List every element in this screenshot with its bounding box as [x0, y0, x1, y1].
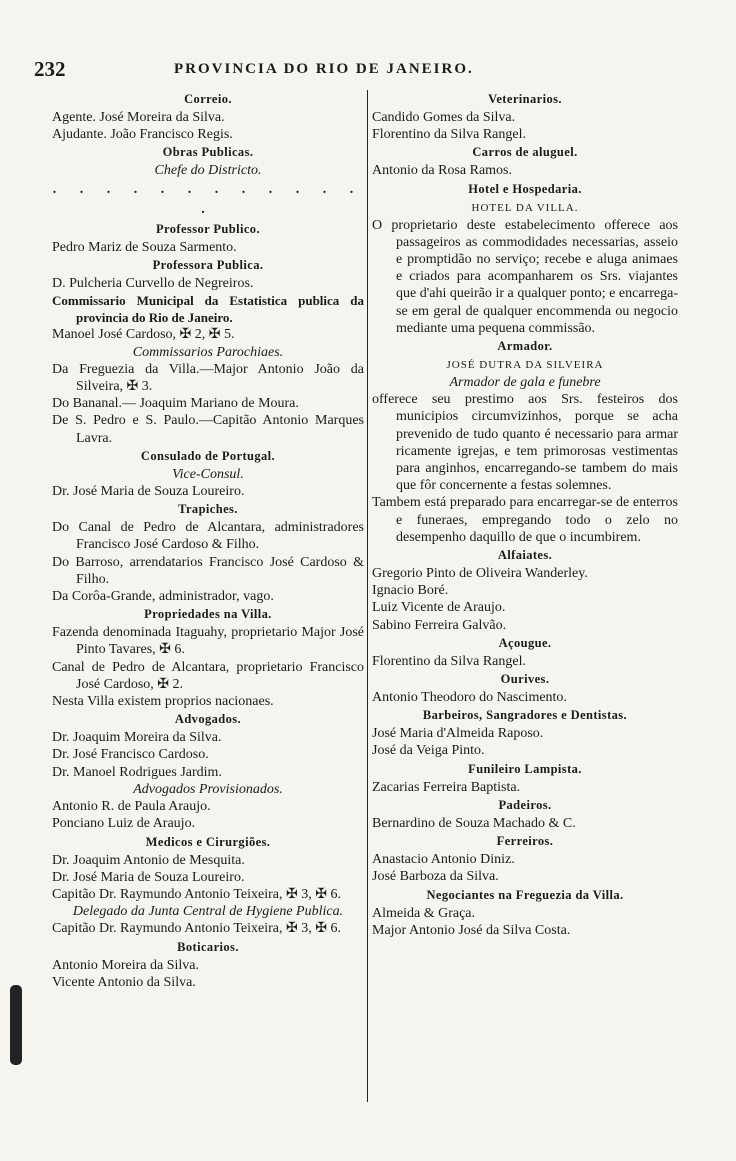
entry-line: Dr. José Maria de Souza Loureiro. [52, 869, 245, 885]
running-head: PROVINCIA DO RIO DE JANEIRO. [174, 61, 474, 77]
section-heading: Barbeiros, Sangradores e Dentistas. [422, 708, 628, 723]
subsection-heading: Delegado da Junta Central de Hygiene Publica. [72, 904, 344, 920]
entry-line: Dr. Joaquim Antonio de Mesquita. [52, 852, 245, 868]
entry-line: Pedro Mariz de Souza Sarmento. [52, 239, 237, 255]
entry-line: Anastacio Antonio Diniz. [372, 852, 515, 868]
entry-line: Almeida & Graça. [372, 905, 476, 921]
subsection-heading: Vice-Consul. [172, 466, 244, 482]
entry-line: Capitão Dr. Raymundo Antonio Teixeira, ✠ 3, ✠ 6. [52, 921, 341, 937]
entry-line: Sabino Ferreira Galvão. [372, 617, 507, 633]
section-heading: Funileiro Lampista. [468, 761, 582, 776]
right-column [372, 90, 678, 939]
entry-line: Bernardino de Souza Machado & C. [372, 815, 576, 831]
entry-line: Antonio Theodoro do Nascimento. [372, 690, 567, 706]
entry-line: De S. Pedro e S. Paulo.—Capitão Antonio Marques Lavra. [52, 413, 364, 446]
entry-line: Do Barroso, arrendatarios Francisco José Cardoso & Filho. [52, 554, 364, 587]
entry-line: Candido Gomes da Silva. [372, 110, 516, 125]
entry-line: Antonio da Rosa Ramos. [372, 163, 512, 179]
subsection-heading: Commissarios Parochiaes. [132, 344, 284, 360]
section-heading: Veterinarios. [488, 92, 562, 106]
section-heading: Armador. [497, 339, 553, 354]
subsection-heading: Advogados Provisionados. [133, 781, 283, 797]
section-heading: Alfaiates. [497, 548, 553, 563]
entry-line: Da Freguezia da Villa.—Major Antonio João da Silveira, ✠ 3. [52, 361, 364, 395]
entry-line: D. Pulcheria Curvello de Negreiros. [52, 275, 254, 291]
section-heading: Propriedades na Villa. [144, 607, 272, 622]
entry-line: José Barboza da Silva. [372, 869, 499, 885]
entry-line: Nesta Villa existem proprios nacionaes. [52, 694, 274, 710]
entry-line: Dr. José Maria de Souza Loureiro. [52, 484, 245, 500]
section-heading: Obras Publicas. [162, 145, 254, 160]
section-heading: Advogados. [174, 712, 242, 727]
binding-mark [10, 985, 22, 1065]
entry-line: Ajudante. João Francisco Regis. [52, 127, 233, 143]
section-heading: Medicos e Cirurgiões. [145, 834, 271, 849]
leader-dots: . . . . . . . . . . . . . [52, 181, 364, 217]
entry-line: O proprietario deste estabelecimento offerece aos passageiros as commodidades necessarias, asseio e promptidão no serviço; recebe e aluga animaes e criados para acompanharem os Srs. viajantes que d'ahi queirão ir a qualquer ponto; e encarrega-se em geral de qualquer encommenda ou negocio mediante uma pequena commissão. [372, 217, 678, 336]
entry-line: Do Bananal.— Joaquim Mariano de Moura. [52, 396, 299, 412]
section-heading: Trapiches. [178, 502, 238, 517]
entry-line: Capitão Dr. Raymundo Antonio Teixeira, ✠ 3, ✠ 6. [52, 886, 341, 902]
entry-line: Ignacio Boré. [372, 583, 449, 599]
entry-line: Antonio Moreira da Silva. [52, 957, 199, 973]
page-number: 232 [34, 57, 66, 81]
entry-line: Canal de Pedro de Alcantara, proprietario Francisco José Cardoso, ✠ 2. [52, 659, 364, 692]
section-heading: Padeiros. [498, 797, 552, 812]
section-heading: Ferreiros. [496, 834, 554, 849]
entry-line: Dr. José Francisco Cardoso. [52, 747, 209, 763]
section-heading: Boticarios. [177, 939, 239, 954]
entry-line: Do Canal de Pedro de Alcantara, administradores Francisco José Cardoso & Filho. [52, 520, 364, 553]
entry-line: Agente. José Moreira da Silva. [52, 110, 225, 125]
section-heading: Carros de aluguel. [472, 145, 578, 160]
entry-line: Dr. Joaquim Moreira da Silva. [52, 730, 222, 746]
section-heading: Açougue. [498, 635, 552, 650]
entry-line: Dr. Manoel Rodrigues Jardim. [52, 764, 222, 780]
section-heading: Commissario Municipal da Estatistica publica da provincia do Rio de Janeiro. [52, 293, 364, 326]
section-heading: Professora Publica. [152, 257, 264, 272]
subsection-heading: Chefe do Districto. [154, 163, 262, 179]
entry-line: Ponciano Luiz de Araujo. [52, 816, 196, 832]
section-heading: Consulado de Portugal. [140, 448, 276, 463]
left-column [52, 90, 364, 991]
section-heading: Negociantes na Freguezia da Villa. [426, 887, 624, 902]
business-name: JOSÉ DUTRA DA SILVEIRA [446, 359, 604, 372]
section-heading: Ourives. [500, 672, 550, 687]
entry-line: José Maria d'Almeida Raposo. [372, 726, 544, 742]
entry-line: Zacarias Ferreira Baptista. [372, 779, 521, 795]
section-heading: Hotel e Hospedaria. [468, 181, 582, 196]
entry-line: Gregorio Pinto de Oliveira Wanderley. [372, 566, 588, 582]
section-heading: Correio. [184, 92, 232, 106]
column-divider [367, 90, 368, 1102]
entry-line: Florentino da Silva Rangel. [372, 653, 526, 669]
section-heading: Professor Publico. [156, 221, 260, 236]
entry-line: Vicente Antonio da Silva. [52, 974, 196, 990]
entry-line: Manoel José Cardoso, ✠ 2, ✠ 5. [52, 327, 235, 343]
entry-line: Luiz Vicente de Araujo. [372, 600, 506, 616]
entry-line: Da Corôa-Grande, administrador, vago. [52, 589, 274, 605]
entry-line: Tambem está preparado para encarregar-se de enterros e funeraes, empregando todo o zelo no desempenho daquillo de que o incumbirem. [372, 495, 678, 545]
entry-line: offerece seu prestimo aos Srs. festeiros dos municipios circumvizinhos, porque se acha prevenido de tudo quanto é necessario para armar ricamente igrejas, e tem primorosas vestimentas para anginhos, encarregando-se tambem do mais que fôr concernente a festas solemnes. [372, 392, 678, 494]
business-name: HOTEL DA VILLA. [471, 201, 579, 214]
entry-line: Florentino da Silva Rangel. [372, 127, 526, 143]
entry-line: Major Antonio José da Silva Costa. [372, 922, 571, 938]
entry-line: Antonio R. de Paula Araujo. [52, 799, 211, 815]
entry-line: Fazenda denominada Itaguahy, proprietario Major José Pinto Tavares, ✠ 6. [52, 625, 364, 658]
subsection-heading: Armador de gala e funebre [449, 375, 601, 391]
entry-line: José da Veiga Pinto. [372, 743, 485, 759]
